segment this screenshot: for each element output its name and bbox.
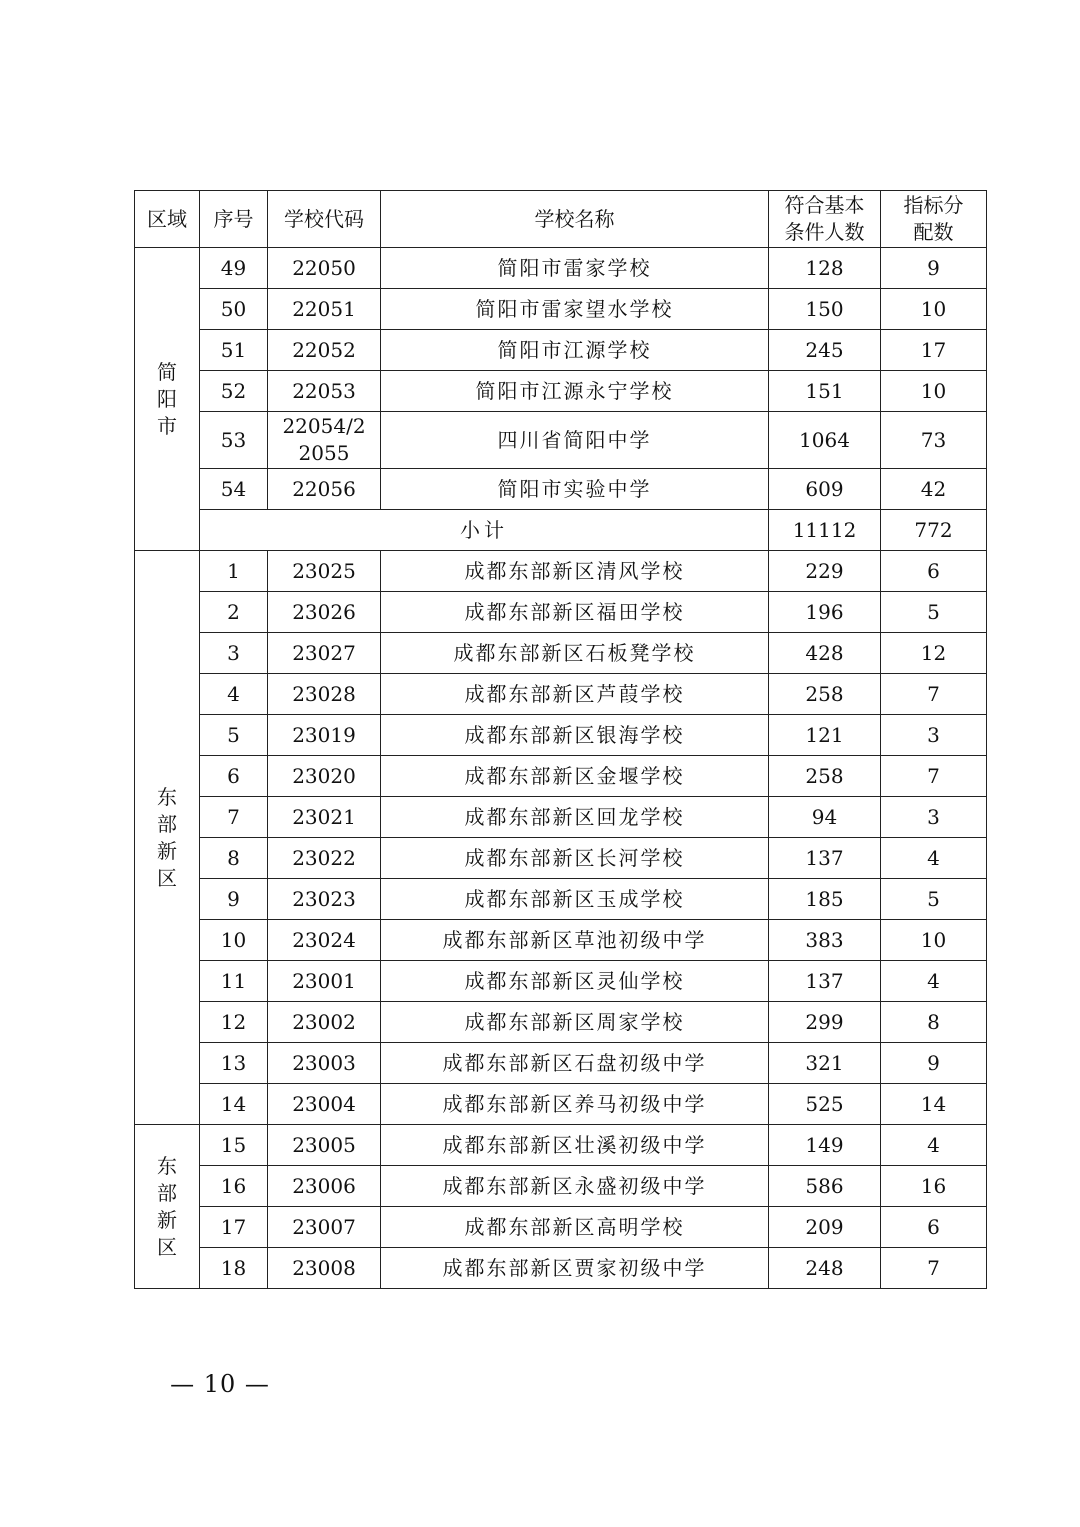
- table-row: [135, 1084, 987, 1125]
- school-name-cell: 成都东部新区玉成学校: [381, 879, 769, 920]
- table-row: [135, 289, 987, 330]
- seq-cell: 17: [200, 1207, 268, 1248]
- code-cell: 22051: [268, 289, 381, 330]
- code-cell: 23004: [268, 1084, 381, 1125]
- table-row: [135, 838, 987, 879]
- quota-cell: 7: [881, 756, 987, 797]
- table-row: [135, 1248, 987, 1289]
- quota-cell: 7: [881, 674, 987, 715]
- subtotal-label: 小计: [200, 510, 769, 551]
- table-row: [135, 920, 987, 961]
- seq-cell: 12: [200, 1002, 268, 1043]
- code-cell: 23025: [268, 551, 381, 592]
- table-row: [135, 633, 987, 674]
- quota-cell: 9: [881, 1043, 987, 1084]
- code-cell: 23001: [268, 961, 381, 1002]
- region-cell: 东部新区: [135, 1125, 200, 1289]
- school-name-cell: 四川省简阳中学: [381, 412, 769, 469]
- quota-table: [134, 190, 987, 1289]
- quota-cell: 12: [881, 633, 987, 674]
- school-name-cell: 简阳市实验中学: [381, 469, 769, 510]
- seq-cell: 3: [200, 633, 268, 674]
- school-name-cell: 成都东部新区永盛初级中学: [381, 1166, 769, 1207]
- eligible-cell: 137: [769, 961, 881, 1002]
- code-cell: 23026: [268, 592, 381, 633]
- school-name-cell: 成都东部新区回龙学校: [381, 797, 769, 838]
- eligible-cell: 150: [769, 289, 881, 330]
- header-seq: 序号: [200, 191, 268, 248]
- seq-cell: 11: [200, 961, 268, 1002]
- seq-cell: 16: [200, 1166, 268, 1207]
- school-name-cell: 成都东部新区长河学校: [381, 838, 769, 879]
- quota-cell: 4: [881, 961, 987, 1002]
- table-row: [135, 1125, 987, 1166]
- eligible-cell: 229: [769, 551, 881, 592]
- header-quota: 指标分配数: [881, 191, 987, 248]
- school-name-cell: 简阳市雷家望水学校: [381, 289, 769, 330]
- table-row: [135, 756, 987, 797]
- school-name-cell: 简阳市江源学校: [381, 330, 769, 371]
- region-cell: 东部新区: [135, 551, 200, 1125]
- code-cell: 23028: [268, 674, 381, 715]
- eligible-cell: 258: [769, 674, 881, 715]
- seq-cell: 15: [200, 1125, 268, 1166]
- seq-cell: 52: [200, 371, 268, 412]
- table-row: [135, 715, 987, 756]
- table-row: [135, 1166, 987, 1207]
- seq-cell: 9: [200, 879, 268, 920]
- quota-cell: 16: [881, 1166, 987, 1207]
- school-name-cell: 简阳市江源永宁学校: [381, 371, 769, 412]
- eligible-cell: 321: [769, 1043, 881, 1084]
- eligible-cell: 94: [769, 797, 881, 838]
- eligible-cell: 149: [769, 1125, 881, 1166]
- quota-cell: 6: [881, 1207, 987, 1248]
- eligible-cell: 258: [769, 756, 881, 797]
- eligible-cell: 196: [769, 592, 881, 633]
- eligible-cell: 299: [769, 1002, 881, 1043]
- quota-cell: 5: [881, 879, 987, 920]
- header-eligible: 符合基本条件人数: [769, 191, 881, 248]
- seq-cell: 5: [200, 715, 268, 756]
- eligible-cell: 151: [769, 371, 881, 412]
- school-name-cell: 成都东部新区养马初级中学: [381, 1084, 769, 1125]
- code-cell: 23002: [268, 1002, 381, 1043]
- eligible-cell: 209: [769, 1207, 881, 1248]
- school-name-cell: 成都东部新区银海学校: [381, 715, 769, 756]
- seq-cell: 10: [200, 920, 268, 961]
- code-cell: 23021: [268, 797, 381, 838]
- code-cell: 23020: [268, 756, 381, 797]
- table-row: [135, 412, 987, 469]
- seq-cell: 6: [200, 756, 268, 797]
- eligible-cell: 428: [769, 633, 881, 674]
- seq-cell: 14: [200, 1084, 268, 1125]
- table-row: [135, 1207, 987, 1248]
- table-row: [135, 1002, 987, 1043]
- seq-cell: 13: [200, 1043, 268, 1084]
- quota-cell: 17: [881, 330, 987, 371]
- eligible-cell: 121: [769, 715, 881, 756]
- header-name: 学校名称: [381, 191, 769, 248]
- quota-cell: 4: [881, 838, 987, 879]
- quota-cell: 10: [881, 920, 987, 961]
- subtotal-row: [135, 510, 987, 551]
- school-name-cell: 成都东部新区草池初级中学: [381, 920, 769, 961]
- code-cell: 23006: [268, 1166, 381, 1207]
- table-row: [135, 469, 987, 510]
- school-name-cell: 简阳市雷家学校: [381, 248, 769, 289]
- table-header-row: [135, 191, 987, 248]
- eligible-cell: 383: [769, 920, 881, 961]
- seq-cell: 2: [200, 592, 268, 633]
- subtotal-quota: 772: [881, 510, 987, 551]
- table-row: [135, 592, 987, 633]
- table-row: [135, 248, 987, 289]
- table-row: [135, 1043, 987, 1084]
- school-name-cell: 成都东部新区芦葭学校: [381, 674, 769, 715]
- code-cell: 22050: [268, 248, 381, 289]
- seq-cell: 8: [200, 838, 268, 879]
- eligible-cell: 609: [769, 469, 881, 510]
- quota-cell: 6: [881, 551, 987, 592]
- table-row: [135, 674, 987, 715]
- code-cell: 23022: [268, 838, 381, 879]
- quota-cell: 9: [881, 248, 987, 289]
- quota-cell: 42: [881, 469, 987, 510]
- eligible-cell: 128: [769, 248, 881, 289]
- school-name-cell: 成都东部新区灵仙学校: [381, 961, 769, 1002]
- table-row: [135, 797, 987, 838]
- table-row: [135, 879, 987, 920]
- code-cell: 23003: [268, 1043, 381, 1084]
- page-number: — 10 —: [170, 1370, 270, 1398]
- school-name-cell: 成都东部新区周家学校: [381, 1002, 769, 1043]
- table-row: [135, 961, 987, 1002]
- seq-cell: 7: [200, 797, 268, 838]
- quota-cell: 10: [881, 371, 987, 412]
- code-cell: 22053: [268, 371, 381, 412]
- school-name-cell: 成都东部新区高明学校: [381, 1207, 769, 1248]
- seq-cell: 51: [200, 330, 268, 371]
- code-cell: 23023: [268, 879, 381, 920]
- eligible-cell: 586: [769, 1166, 881, 1207]
- eligible-cell: 185: [769, 879, 881, 920]
- quota-cell: 14: [881, 1084, 987, 1125]
- school-name-cell: 成都东部新区石盘初级中学: [381, 1043, 769, 1084]
- code-cell: 22056: [268, 469, 381, 510]
- seq-cell: 1: [200, 551, 268, 592]
- quota-cell: 5: [881, 592, 987, 633]
- eligible-cell: 525: [769, 1084, 881, 1125]
- seq-cell: 49: [200, 248, 268, 289]
- subtotal-eligible: 11112: [769, 510, 881, 551]
- code-cell: 23019: [268, 715, 381, 756]
- school-name-cell: 成都东部新区贾家初级中学: [381, 1248, 769, 1289]
- eligible-cell: 1064: [769, 412, 881, 469]
- table-row: [135, 371, 987, 412]
- quota-cell: 3: [881, 715, 987, 756]
- table-row: [135, 551, 987, 592]
- code-cell: 23005: [268, 1125, 381, 1166]
- code-cell: 23024: [268, 920, 381, 961]
- school-name-cell: 成都东部新区石板凳学校: [381, 633, 769, 674]
- header-region: 区域: [135, 191, 200, 248]
- quota-cell: 7: [881, 1248, 987, 1289]
- seq-cell: 50: [200, 289, 268, 330]
- seq-cell: 18: [200, 1248, 268, 1289]
- eligible-cell: 137: [769, 838, 881, 879]
- code-cell: 22054/22055: [268, 412, 381, 469]
- quota-cell: 4: [881, 1125, 987, 1166]
- school-name-cell: 成都东部新区清风学校: [381, 551, 769, 592]
- eligible-cell: 248: [769, 1248, 881, 1289]
- seq-cell: 54: [200, 469, 268, 510]
- region-cell: 简阳市: [135, 248, 200, 551]
- quota-cell: 10: [881, 289, 987, 330]
- seq-cell: 53: [200, 412, 268, 469]
- seq-cell: 4: [200, 674, 268, 715]
- code-cell: 22052: [268, 330, 381, 371]
- school-name-cell: 成都东部新区金堰学校: [381, 756, 769, 797]
- code-cell: 23007: [268, 1207, 381, 1248]
- school-name-cell: 成都东部新区福田学校: [381, 592, 769, 633]
- code-cell: 23027: [268, 633, 381, 674]
- quota-cell: 73: [881, 412, 987, 469]
- header-code: 学校代码: [268, 191, 381, 248]
- quota-cell: 3: [881, 797, 987, 838]
- quota-cell: 8: [881, 1002, 987, 1043]
- eligible-cell: 245: [769, 330, 881, 371]
- table-row: [135, 330, 987, 371]
- school-name-cell: 成都东部新区壮溪初级中学: [381, 1125, 769, 1166]
- code-cell: 23008: [268, 1248, 381, 1289]
- table-body: [135, 248, 987, 1289]
